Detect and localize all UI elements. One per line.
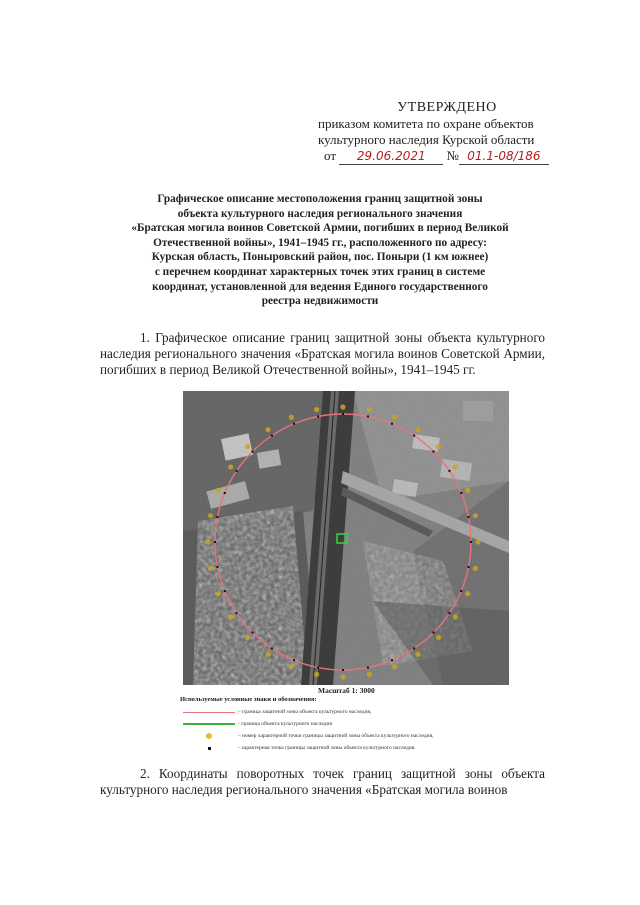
title-line-1: Графическое описание местоположения границ защитной зоны xyxy=(157,193,483,205)
paragraph-2 xyxy=(100,766,545,798)
point-number-marker xyxy=(465,488,470,493)
point-number-marker xyxy=(265,652,270,657)
characteristic-point xyxy=(317,667,319,669)
approval-line-1: приказом комитета по охране объектов xyxy=(318,116,534,131)
aerial-photo xyxy=(183,391,509,685)
green-line-symbol xyxy=(183,723,235,725)
characteristic-point xyxy=(251,450,253,452)
approval-block xyxy=(318,100,568,165)
point-number-marker xyxy=(289,415,294,420)
characteristic-point xyxy=(367,667,369,669)
point-number-marker xyxy=(415,652,420,657)
characteristic-point xyxy=(224,492,226,494)
characteristic-point xyxy=(236,470,238,472)
characteristic-point xyxy=(271,435,273,437)
point-number-marker xyxy=(245,444,250,449)
characteristic-point xyxy=(413,435,415,437)
title-line-8: реестра недвижимости xyxy=(261,295,379,308)
point-number-marker xyxy=(367,672,372,677)
characteristic-point xyxy=(448,612,450,614)
title-line-3: «Братская могила воинов Советской Армии, погибших в период Великой xyxy=(131,222,509,235)
black-dot-symbol xyxy=(208,747,211,750)
point-number-marker xyxy=(228,464,233,469)
title-line-4: Отечественной войны», 1941–1945 гг., расположенного по адресу: xyxy=(153,236,487,249)
map-legend xyxy=(180,696,520,754)
point-number-marker xyxy=(475,539,480,544)
point-number-marker xyxy=(392,415,397,420)
paragraph-1 xyxy=(100,330,545,378)
characteristic-point xyxy=(224,590,226,592)
point-number-marker xyxy=(245,635,250,640)
point-number-marker xyxy=(314,407,319,412)
point-number-marker xyxy=(265,427,270,432)
characteristic-point xyxy=(236,612,238,614)
point-number-marker xyxy=(473,566,478,571)
characteristic-point xyxy=(460,590,462,592)
point-number-marker xyxy=(340,404,345,409)
point-number-marker xyxy=(216,591,221,596)
characteristic-point xyxy=(214,541,216,543)
point-number-marker xyxy=(392,664,397,669)
legend-item-object-boundary: - граница объекта культурного наследия xyxy=(180,718,520,730)
point-number-marker xyxy=(314,672,319,677)
characteristic-point xyxy=(413,647,415,649)
characteristic-point xyxy=(433,450,435,452)
point-number-marker xyxy=(473,513,478,518)
characteristic-point xyxy=(317,415,319,417)
characteristic-point xyxy=(293,423,295,425)
handwritten-number: 01.1-08/186 xyxy=(459,148,549,165)
point-number-marker xyxy=(340,674,345,679)
point-number-marker xyxy=(228,614,233,619)
point-number-marker xyxy=(453,614,458,619)
point-number-marker xyxy=(465,591,470,596)
yellow-dot-symbol xyxy=(206,733,212,739)
characteristic-point xyxy=(470,541,472,543)
characteristic-point xyxy=(293,659,295,661)
point-number-marker xyxy=(453,464,458,469)
characteristic-point xyxy=(391,659,393,661)
paragraph-1-text: 1. Графическое описание границ защитной зоны объекта культурного наследия регионального значения «Братская могила воинов Советской Армии, погибших в период Великой Отечественной войны», 1941–1945 гг. xyxy=(100,330,545,377)
point-number-marker xyxy=(216,488,221,493)
characteristic-point xyxy=(448,470,450,472)
title-line-5: Курская область, Поныровский район, пос. Поныри (1 км южнее) xyxy=(151,251,489,264)
from-label: от xyxy=(324,148,337,163)
point-number-marker xyxy=(436,444,441,449)
title-line-7: координат, установленной для ведения Единого государственного xyxy=(152,280,488,293)
paragraph-2-text: 2. Координаты поворотных точек границ защитной зоны объекта культурного наследия регионального значения «Братская могила воинов xyxy=(100,766,545,797)
point-number-marker xyxy=(208,566,213,571)
legend-item-point-number: – номер характерной точки границы защитной зоны объекта культурного наследия, xyxy=(180,730,520,742)
approval-line-2: культурного наследия Курской области xyxy=(318,132,535,147)
characteristic-point xyxy=(342,669,344,671)
characteristic-point xyxy=(460,492,462,494)
document-title xyxy=(100,192,540,309)
characteristic-point xyxy=(216,566,218,568)
approval-heading: УТВЕРЖДЕНО xyxy=(397,100,497,115)
characteristic-point xyxy=(251,632,253,634)
title-line-6: с перечнем координат характерных точек этих границ в системе xyxy=(154,265,486,278)
legend-item-characteristic-point: - характерная точка границы защитной зоны объекта культурного наследия. xyxy=(180,742,520,754)
legend-item-zone-boundary: – граница защитной зоны объекта культурного наследия, xyxy=(180,706,520,718)
characteristic-point xyxy=(367,415,369,417)
map-scale: Масштаб 1: 3000 xyxy=(318,686,375,695)
characteristic-point xyxy=(468,516,470,518)
aerial-map xyxy=(183,391,509,685)
point-number-marker xyxy=(289,664,294,669)
characteristic-point xyxy=(468,566,470,568)
title-line-2: объекта культурного наследия регионального значения xyxy=(177,207,463,220)
characteristic-point xyxy=(342,413,344,415)
characteristic-point xyxy=(391,423,393,425)
point-number-marker xyxy=(205,539,210,544)
point-number-marker xyxy=(436,635,441,640)
number-label: № xyxy=(446,148,459,163)
characteristic-point xyxy=(433,632,435,634)
legend-title: Используемые условные знаки и обозначения: xyxy=(180,696,317,703)
point-number-marker xyxy=(208,513,213,518)
characteristic-point xyxy=(216,516,218,518)
characteristic-point xyxy=(271,647,273,649)
red-line-symbol xyxy=(183,712,235,713)
handwritten-date: 29.06.2021 xyxy=(339,148,443,165)
point-number-marker xyxy=(415,427,420,432)
point-number-marker xyxy=(367,407,372,412)
approval-signature-line xyxy=(318,148,568,165)
